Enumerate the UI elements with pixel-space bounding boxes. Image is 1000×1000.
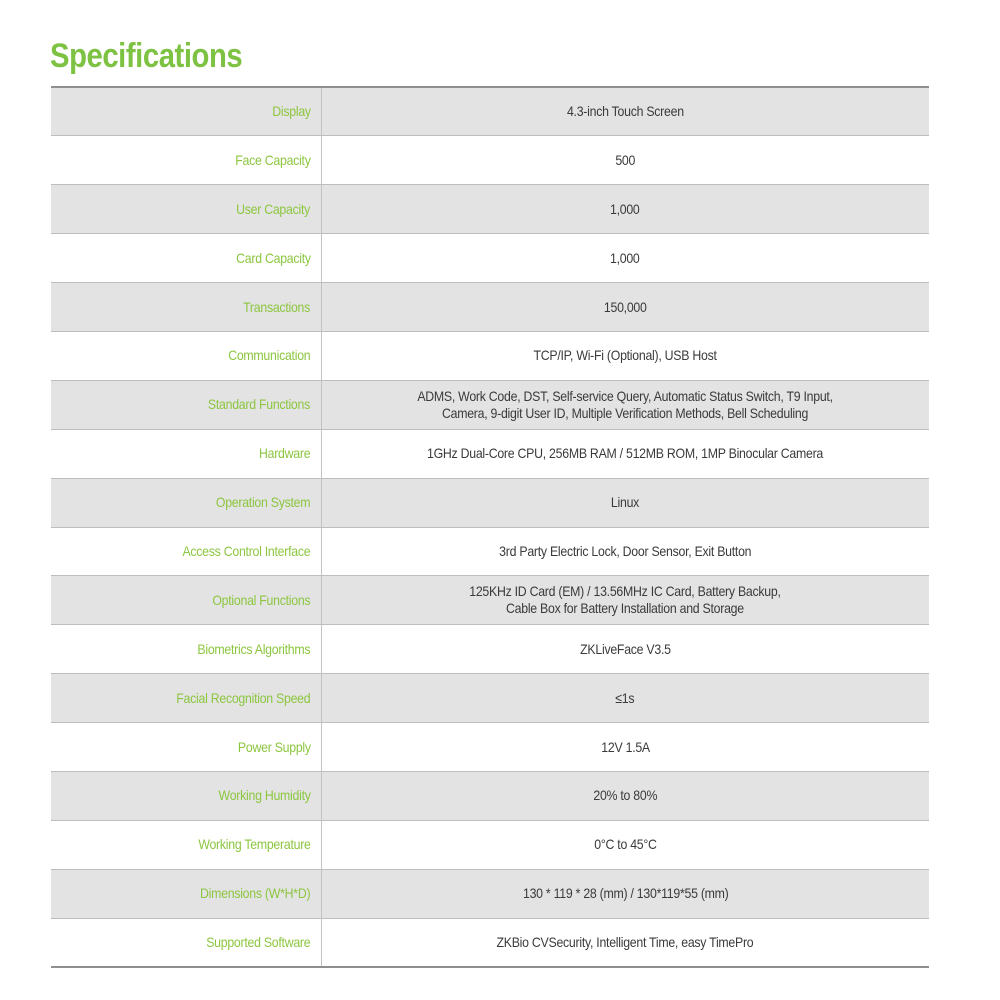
spec-value-cell <box>321 331 929 380</box>
spec-value: ZKLiveFace V3.5 <box>579 640 671 657</box>
spec-value: 130 * 119 * 28 (mm) / 130*119*55 (mm) <box>522 885 728 902</box>
spec-value: ADMS, Work Code, DST, Self-service Query, Automatic Status Switch, T9 Input, Camera, 9-digit User ID, Multiple Verification Methods, Bell Scheduling <box>417 387 833 421</box>
spec-row <box>51 918 929 967</box>
spec-value: ZKBio CVSecurity, Intelligent Time, easy TimePro <box>496 933 754 950</box>
spec-row <box>51 820 929 869</box>
spec-value: 4.3-inch Touch Screen <box>566 103 684 120</box>
spec-value: 1,000 <box>610 249 641 266</box>
spec-label-cell <box>51 625 321 674</box>
spec-value-cell <box>321 136 929 185</box>
spec-value: 20% to 80% <box>593 787 658 804</box>
spec-value: 500 <box>615 151 636 168</box>
spec-value-cell <box>321 820 929 869</box>
spec-value-cell <box>321 771 929 820</box>
spec-label-cell <box>51 380 321 429</box>
spec-row <box>51 723 929 772</box>
specifications-table-body <box>51 87 929 967</box>
spec-label-cell <box>51 331 321 380</box>
spec-label: Display <box>271 103 311 120</box>
spec-row <box>51 527 929 576</box>
spec-label: Working Humidity <box>218 787 311 804</box>
spec-value: 125KHz ID Card (EM) / 13.56MHz IC Card, Battery Backup, Cable Box for Battery Installation and Storage <box>469 583 781 617</box>
spec-label: Operation System <box>216 494 311 511</box>
spec-value-cell <box>321 234 929 283</box>
spec-label-cell <box>51 527 321 576</box>
spec-value: 0°C to 45°C <box>594 836 657 853</box>
spec-label-cell <box>51 429 321 478</box>
spec-label: User Capacity <box>236 200 311 217</box>
spec-value: TCP/IP, Wi-Fi (Optional), USB Host <box>533 347 717 364</box>
spec-row <box>51 136 929 185</box>
spec-label: Facial Recognition Speed <box>176 689 311 706</box>
spec-value-cell <box>321 625 929 674</box>
spec-value-cell <box>321 380 929 429</box>
spec-value-cell <box>321 723 929 772</box>
spec-row <box>51 331 929 380</box>
spec-value: ≤1s <box>615 689 635 706</box>
spec-label-cell <box>51 723 321 772</box>
spec-value: 3rd Party Electric Lock, Door Sensor, Exit Button <box>499 542 752 559</box>
spec-label-cell <box>51 576 321 625</box>
spec-label: Card Capacity <box>235 249 311 266</box>
spec-row <box>51 771 929 820</box>
spec-row <box>51 625 929 674</box>
spec-label-cell <box>51 478 321 527</box>
spec-label: Optional Functions <box>212 591 311 608</box>
spec-label: Access Control Interface <box>182 542 311 559</box>
spec-label-cell <box>51 185 321 234</box>
spec-label-cell <box>51 820 321 869</box>
spec-value-cell <box>321 674 929 723</box>
spec-row <box>51 87 929 136</box>
spec-label: Working Temperature <box>198 836 311 853</box>
spec-value-cell <box>321 869 929 918</box>
spec-label-cell <box>51 136 321 185</box>
spec-label-cell <box>51 87 321 136</box>
spec-value: 1,000 <box>610 200 641 217</box>
spec-label-cell <box>51 869 321 918</box>
spec-label-cell <box>51 771 321 820</box>
spec-value-cell <box>321 87 929 136</box>
spec-row <box>51 869 929 918</box>
spec-value: 150,000 <box>603 298 647 315</box>
spec-value-cell <box>321 478 929 527</box>
spec-row <box>51 478 929 527</box>
page-title: Specifications <box>50 37 243 75</box>
spec-row <box>51 185 929 234</box>
spec-label: Biometrics Algorithms <box>197 640 311 657</box>
spec-label-cell <box>51 283 321 332</box>
specifications-table <box>51 86 929 968</box>
spec-label: Hardware <box>259 445 311 462</box>
spec-row <box>51 234 929 283</box>
spec-value-cell <box>321 576 929 625</box>
spec-value-cell <box>321 527 929 576</box>
spec-row <box>51 576 929 625</box>
spec-label: Transactions <box>243 298 311 315</box>
spec-value: Linux <box>611 494 640 511</box>
spec-label: Power Supply <box>237 738 311 755</box>
spec-value-cell <box>321 185 929 234</box>
spec-label: Standard Functions <box>208 396 311 413</box>
spec-label-cell <box>51 674 321 723</box>
spec-value: 12V 1.5A <box>600 738 650 755</box>
spec-value-cell <box>321 429 929 478</box>
spec-label: Dimensions (W*H*D) <box>200 885 311 902</box>
spec-label: Communication <box>228 347 311 364</box>
spec-row <box>51 674 929 723</box>
spec-label-cell <box>51 918 321 967</box>
spec-value-cell <box>321 918 929 967</box>
spec-label: Face Capacity <box>235 151 311 168</box>
spec-row <box>51 283 929 332</box>
spec-row <box>51 429 929 478</box>
spec-label-cell <box>51 234 321 283</box>
spec-label: Supported Software <box>206 933 311 950</box>
spec-value: 1GHz Dual-Core CPU, 256MB RAM / 512MB ROM, 1MP Binocular Camera <box>427 445 824 462</box>
spec-row <box>51 380 929 429</box>
spec-value-cell <box>321 283 929 332</box>
